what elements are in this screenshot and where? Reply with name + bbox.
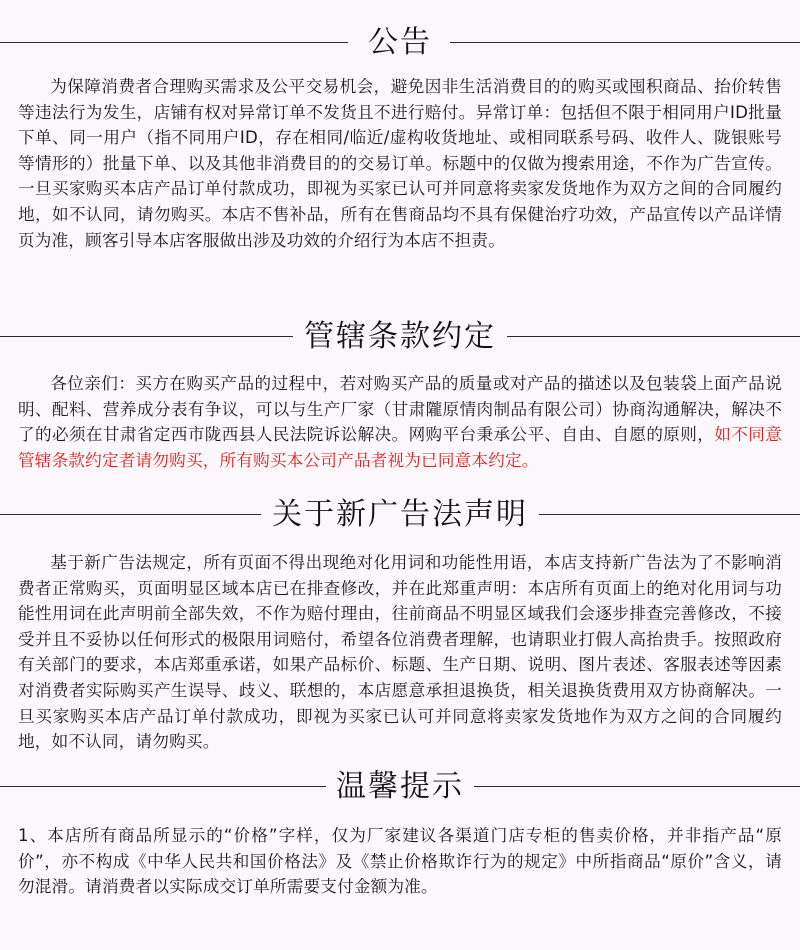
ad-law-title: 关于新广告法声明 xyxy=(272,497,528,532)
jurisdiction-header xyxy=(0,317,800,357)
announcement-text: 为保障消费者合理购买需求及公平交易机会，避免因非生活消费目的的购买或囤积商品、抬价转售等违法行为发生，店铺有权对异常订单不发货且不进行赔付。异常订单：包括但不限于相同用户ID批量下单、同一用户（指不同用户ID，存在相同/临近/虚构收货地址、或相同联系号码、收件人、陇银账号等情形的）批量下单、以及其他非消费目的的交易订单。标题中的仅做为搜索用途，不作为广告宣传。一旦买家购买本店产品订单付款成功，即视为买家已认可并同意将卖家发货地作为双方之间的合同履约地，如不认同，请勿购买。本店不售补品，所有在售商品均不具有保健治疗功效，产品宣传以产品详情页为准，顾客引导本店客服做出涉及功效的介绍行为本店不担责。 xyxy=(18,77,782,250)
tips-text: 1、本店所有商品所显示的“价格”字样，仅为厂家建议各渠道门店专柜的售卖价格，并非指产品“原价”，亦不构成《中华人民共和国价格法》及《禁止价格欺诈行为的规定》中所指商品“原价”含义，请勿混滑。请消费者以实际成交订单所需要支付金额为准。 xyxy=(18,826,782,897)
tips-title: 温馨提示 xyxy=(336,769,464,804)
jurisdiction-paragraph xyxy=(18,371,782,473)
tips-header xyxy=(0,767,800,807)
announcement-paragraph xyxy=(18,74,782,253)
ad-law-text: 基于新广告法规定，所有页面不得出现绝对化用词和功能性用语，本店支持新广告法为了不影响消费者正常购买，页面明显区域本店已在排查修改，并在此郑重声明：本店所有页面上的绝对化用词与功能性用词在此声明前全部失效，不作为赔付理由，往前商品不明显区域我们会逐步排查完善修改，不接受并且不妥协以任何形式的极限用词赔付，希望各位消费者理解，也请职业打假人高抬贵手。按照政府有关部门的要求，本店郑重承诺，如果产品标价、标题、生产日期、说明、图片表述、客服表述等因素对消费者实际购买产生误导、歧义、联想的，本店愿意承担退换货，相关退换货费用双方协商解决。一旦买家购买本店产品订单付款成功，即视为买家已认可并同意将卖家发货地作为双方之间的合同履约地，如不认同，请勿购买。 xyxy=(18,553,782,752)
tips-paragraph xyxy=(18,823,782,900)
jurisdiction-text: 各位亲们：买方在购买产品的过程中，若对购买产品的质量或对产品的描述以及包装袋上面产品说明、配料、营养成分表有争议，可以与生产厂家（甘肃隴原情肉制品有限公司）协商沟通解决，解决不了的必须在甘肃省定西市陇西县人民法院诉讼解决。网购平台秉承公平、自由、自愿的原则， xyxy=(18,374,782,445)
announcement-header xyxy=(0,23,800,63)
jurisdiction-title: 管辖条款约定 xyxy=(304,319,496,354)
ad-law-header xyxy=(0,495,800,535)
announcement-title: 公告 xyxy=(368,25,432,60)
ad-law-paragraph xyxy=(18,550,782,755)
jurisdiction-warning-text: 如不同意管辖条款约定者请勿购买，所有购买本公司产品者视为已同意本约定。 xyxy=(18,425,782,470)
